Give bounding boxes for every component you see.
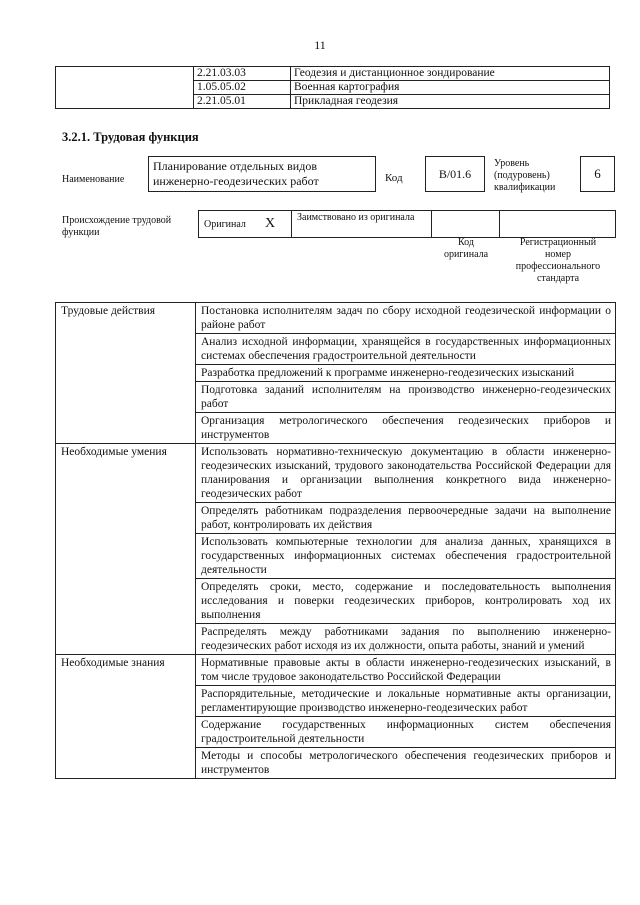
name-cell: Геодезия и дистанционное зондирование: [291, 67, 610, 81]
original-label: Оригинал: [204, 219, 246, 230]
borrowed-label: Заимствовано из оригинала: [297, 212, 415, 223]
item-cell: Использовать компьютерные технологии для анализа данных, хранящихся в государственных информационных системах обеспечения градостроительной деятельности: [196, 534, 616, 579]
category-cell: Необходимые умения: [56, 444, 196, 655]
item-cell: Распределять между работниками задания по выполнению инженерно-геодезических работ исходя из их должности, опыта работы, знаний и умений: [196, 624, 616, 655]
page-number: 11: [314, 38, 326, 52]
empty-cell: [56, 67, 194, 109]
table-row: [56, 655, 616, 686]
name-cell: Прикладная геодезия: [291, 95, 610, 109]
divider: [291, 211, 292, 237]
item-cell: Использовать нормативно-техническую документацию в области инженерно-геодезических изысканий, трудового законодательства Российской Федерации для планирования и организации выполнения конкретного вида инженерно-геодезических работ: [196, 444, 616, 503]
original-mark: X: [265, 216, 276, 231]
item-cell: Методы и способы метрологического обеспечения геодезических приборов и инструментов: [196, 748, 616, 779]
table-row: [56, 444, 616, 503]
code-cell: 2.21.05.01: [194, 95, 291, 109]
code-cell: 1.05.05.02: [194, 81, 291, 95]
item-cell: Определять работникам подразделения первоочередные задачи на выполнение работ, контролировать их действия: [196, 503, 616, 534]
item-cell: Определять сроки, место, содержание и последовательность выполнения исследования и поверки геодезических приборов, контролировать ход их выполнения: [196, 579, 616, 624]
category-cell: Трудовые действия: [56, 303, 196, 444]
codes-table: [55, 66, 610, 109]
item-cell: Распорядительные, методические и локальные нормативные акты организации, регламентирующие производство инженерно-геодезических работ: [196, 686, 616, 717]
name-cell: Военная картография: [291, 81, 610, 95]
item-cell: Содержание государственных информационных систем обеспечения градостроительной деятельности: [196, 717, 616, 748]
table-row: [56, 67, 610, 81]
item-cell: Организация метрологического обеспечения геодезических приборов и инструментов: [196, 413, 616, 444]
level-value: 6: [580, 156, 615, 192]
category-cell: Необходимые знания: [56, 655, 196, 779]
item-cell: Нормативные правовые акты в области инженерно-геодезических изысканий, в том числе трудовое законодательство Российской Федерации: [196, 655, 616, 686]
reg-caption: Регистрационный номер профессионального стандарта: [515, 237, 601, 284]
table-row: [56, 303, 616, 334]
item-cell: Постановка исполнителям задач по сбору исходной геодезической информации о районе работ: [196, 303, 616, 334]
code-cell: 2.21.03.03: [194, 67, 291, 81]
divider: [431, 211, 432, 237]
function-table: [55, 302, 616, 779]
code-caption: Код оригинала: [443, 237, 489, 260]
origin-label: Происхождение трудовой функции: [62, 215, 172, 238]
code-label: Код: [385, 172, 403, 184]
item-cell: Подготовка заданий исполнителям на производство инженерно-геодезических работ: [196, 382, 616, 413]
level-label: Уровень (подуровень) квалификации: [494, 158, 556, 193]
code-value: B/01.6: [425, 156, 485, 192]
name-label: Наименование: [62, 174, 125, 185]
item-cell: Анализ исходной информации, хранящейся в государственных информационных системах обеспечения градостроительной деятельности: [196, 334, 616, 365]
name-value: Планирование отдельных видов инженерно-геодезических работ: [148, 156, 376, 192]
divider: [499, 211, 500, 237]
origin-box: [198, 210, 616, 238]
section-title: 3.2.1. Трудовая функция: [62, 130, 199, 144]
item-cell: Разработка предложений к программе инженерно-геодезических изысканий: [196, 365, 616, 382]
